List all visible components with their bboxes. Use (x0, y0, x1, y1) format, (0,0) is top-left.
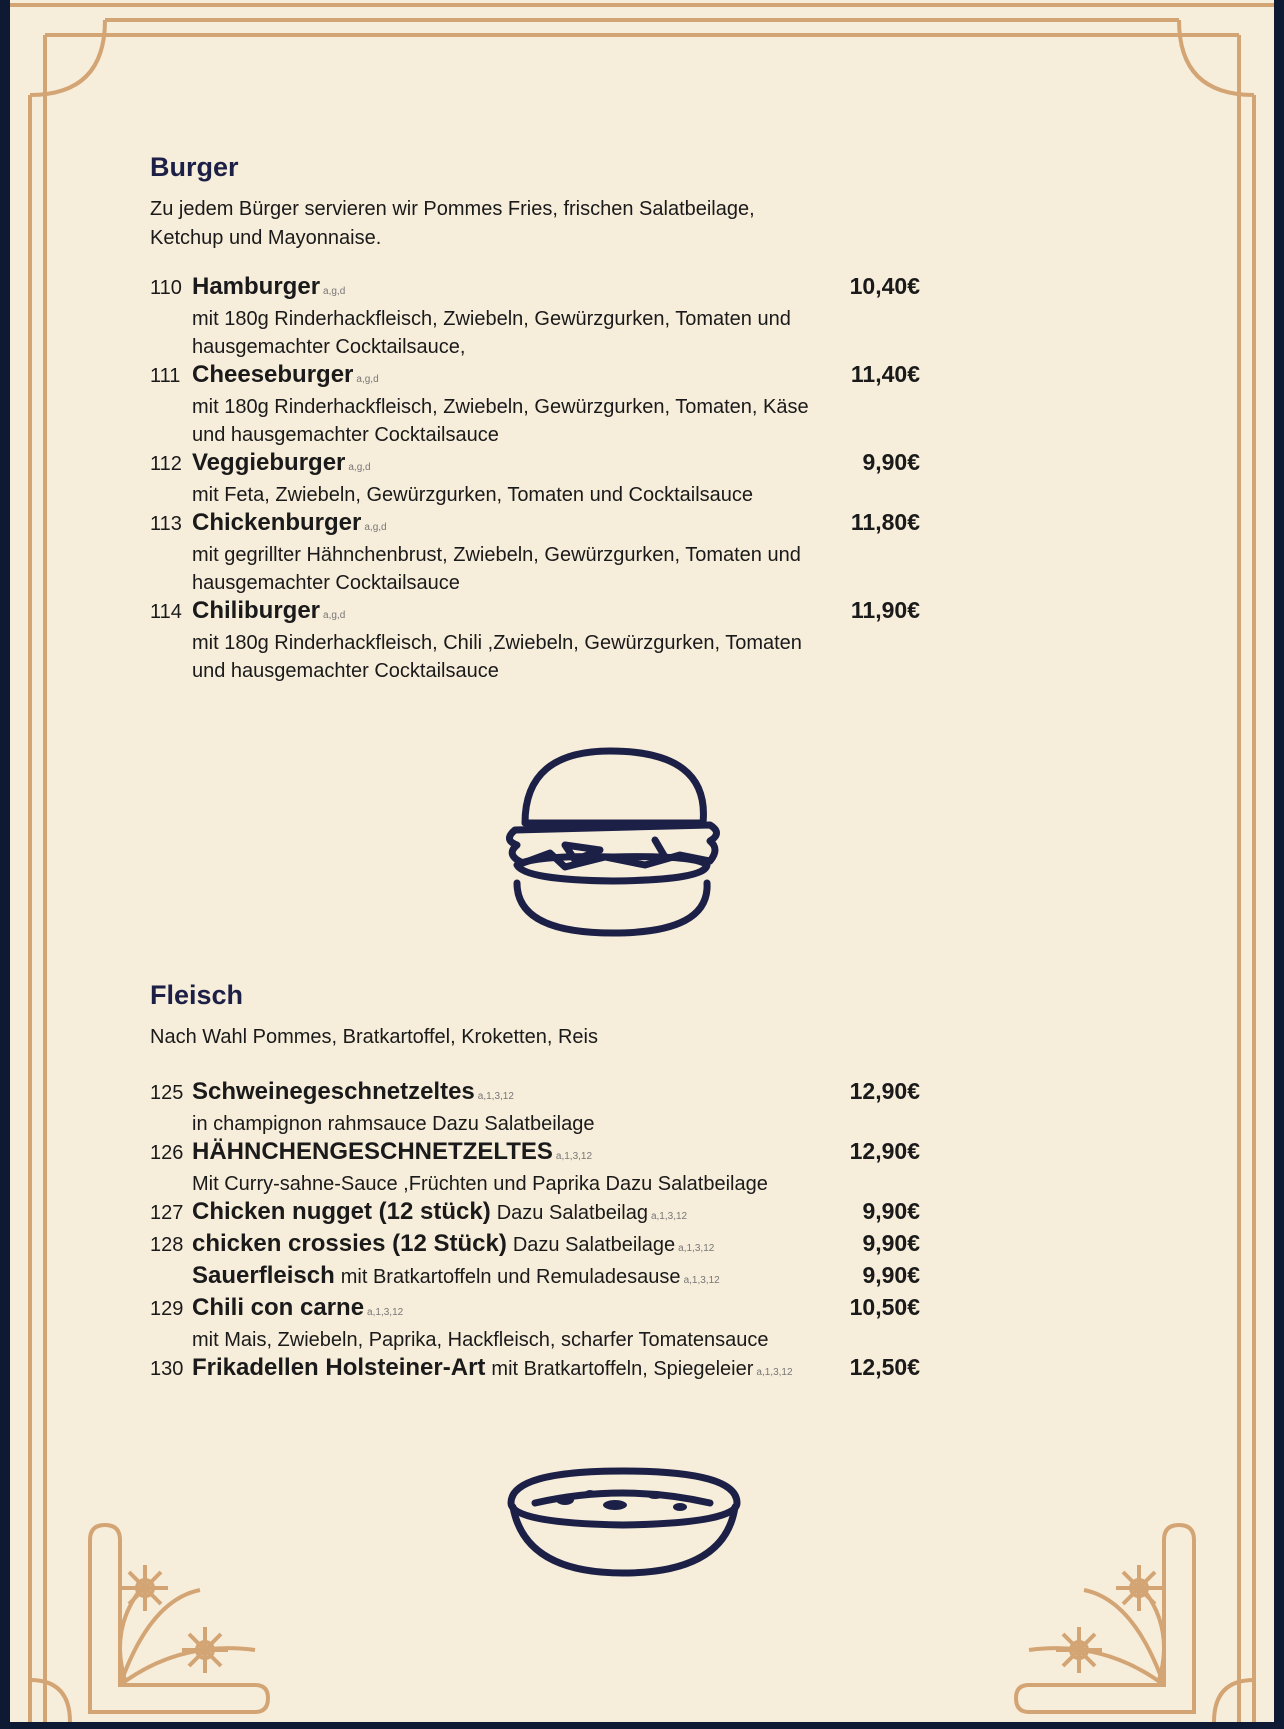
item-price: 11,40€ (850, 361, 920, 387)
item-price: 10,40€ (849, 273, 920, 299)
menu-item (150, 509, 920, 597)
menu-item (150, 361, 920, 449)
item-price: 11,80€ (850, 509, 920, 535)
item-price: 9,90€ (862, 1230, 920, 1256)
item-description: mit 180g Rinderhackfleisch, Zwiebeln, Gewürzgurken, Tomaten und hausgemachter Cocktailsauce, (192, 308, 791, 358)
menu-item-header (150, 1198, 920, 1230)
menu-item (150, 1354, 920, 1386)
menu-item (150, 1078, 920, 1138)
item-name: chicken crossies (12 Stück) (192, 1230, 507, 1257)
item-allergens: a,1,3,12 (477, 1091, 514, 1102)
menu-item-header (150, 597, 920, 629)
item-description: mit Feta, Zwiebeln, Gewürzgurken, Tomaten und Cocktailsauce (192, 484, 754, 506)
item-price: 12,90€ (849, 1138, 920, 1164)
item-allergens: a,g,d (356, 374, 379, 385)
item-price: 9,90€ (862, 1198, 920, 1224)
menu-item-header (150, 1294, 920, 1326)
floral-corner-icon-left (90, 1525, 268, 1712)
burger-icon (505, 745, 755, 940)
item-name: HÄHNCHENGESCHNETZELTES (192, 1138, 553, 1165)
item-number: 113 (150, 513, 182, 535)
item-price: 12,50€ (849, 1354, 920, 1380)
item-allergens: a,1,3,12 (650, 1211, 688, 1222)
item-description: mit 180g Rinderhackfleisch, Zwiebeln, Gewürzgurken, Tomaten, Käse und hausgemachter Cocktailsauce (192, 396, 809, 446)
item-number: 126 (150, 1142, 184, 1164)
floral-corner-icon-right (1016, 1525, 1194, 1712)
menu-item (150, 1262, 920, 1294)
section-title-fleisch: Fleisch (150, 980, 244, 1010)
item-description: mit gegrillter Hähnchenbrust, Zwiebeln, Gewürzgurken, Tomaten und hausgemachter Cocktailsauce (192, 544, 801, 594)
menu-item-header (150, 1354, 920, 1386)
item-side-note: Dazu Salatbeilag (496, 1202, 648, 1224)
item-number: 110 (150, 277, 182, 299)
item-name: Frikadellen Holsteiner-Art (192, 1354, 486, 1381)
item-name: Schweinegeschnetzeltes (192, 1078, 475, 1105)
menu-page (10, 0, 1274, 1722)
item-allergens: a,g,d (323, 286, 346, 297)
section-title-burger: Burger (150, 152, 239, 182)
item-number: 125 (150, 1082, 184, 1104)
item-description: in champignon rahmsauce Dazu Salatbeilage (192, 1113, 595, 1135)
item-name: Cheeseburger (192, 361, 354, 388)
item-name: Veggieburger (192, 449, 346, 476)
item-allergens: a,1,3,12 (367, 1307, 404, 1318)
menu-item (150, 1294, 920, 1354)
section-description-burger: Zu jedem Bürger servieren wir Pommes Fries, frischen Salatbeilage, Ketchup und Mayonnaise. (150, 198, 755, 249)
item-number: 111 (150, 365, 181, 387)
item-allergens: a,1,3,12 (756, 1367, 793, 1378)
menu-item-header (150, 509, 920, 541)
item-description: Mit Curry-sahne-Sauce ,Früchten und Paprika Dazu Salatbeilage (192, 1173, 768, 1195)
item-allergens: a,1,3,12 (555, 1151, 593, 1162)
menu-item (150, 597, 920, 685)
fleisch-section (150, 980, 920, 1386)
item-allergens: a,1,3,12 (683, 1275, 720, 1286)
item-allergens: a,g,d (323, 610, 346, 621)
item-side-note: mit Bratkartoffeln und Remuladesause (340, 1266, 681, 1288)
item-allergens: a,g,d (364, 522, 387, 533)
menu-item-header (150, 1230, 920, 1262)
menu-item (150, 1230, 920, 1262)
menu-item (150, 1138, 920, 1198)
burger-section (150, 152, 920, 685)
menu-item-header (150, 1262, 920, 1294)
menu-item (150, 273, 920, 361)
item-price: 12,90€ (849, 1078, 920, 1104)
bowl-icon (505, 1465, 745, 1580)
menu-item (150, 1198, 920, 1230)
item-number: 112 (150, 453, 182, 475)
item-name: Chili con carne (192, 1294, 365, 1321)
item-price: 11,90€ (850, 597, 920, 623)
item-price: 9,90€ (862, 1262, 920, 1288)
menu-item-header (150, 1078, 920, 1110)
item-description: mit 180g Rinderhackfleisch, Chili ,Zwiebeln, Gewürzgurken, Tomaten und hausgemachter Cocktailsauce (192, 632, 802, 682)
item-side-note: Dazu Salatbeilage (512, 1234, 676, 1256)
item-name: Hamburger (192, 273, 321, 300)
item-number: 114 (150, 601, 182, 623)
item-price: 10,50€ (849, 1294, 920, 1320)
item-side-note: mit Bratkartoffeln, Spiegeleier (491, 1358, 754, 1380)
item-number: 129 (150, 1298, 184, 1320)
item-name: Chiliburger (192, 597, 321, 624)
item-allergens: a,g,d (348, 462, 371, 473)
item-price: 9,90€ (862, 449, 920, 475)
item-name: Sauerfleisch (192, 1262, 335, 1289)
item-number: 127 (150, 1202, 184, 1224)
item-description: mit Mais, Zwiebeln, Paprika, Hackfleisch, scharfer Tomatensauce (192, 1329, 769, 1351)
menu-item-header (150, 273, 920, 305)
menu-item-header (150, 361, 920, 393)
item-number: 130 (150, 1358, 184, 1380)
burger-item-list (150, 273, 920, 685)
item-allergens: a,1,3,12 (678, 1243, 715, 1254)
item-name: Chicken nugget (12 stück) (192, 1198, 491, 1225)
item-name: Chickenburger (192, 509, 362, 536)
fleisch-item-list (150, 1078, 920, 1386)
menu-item-header (150, 449, 920, 481)
item-number: 128 (150, 1234, 184, 1256)
section-description-fleisch: Nach Wahl Pommes, Bratkartoffel, Kroketten, Reis (150, 1026, 598, 1048)
menu-item (150, 449, 920, 509)
menu-item-header (150, 1138, 920, 1170)
